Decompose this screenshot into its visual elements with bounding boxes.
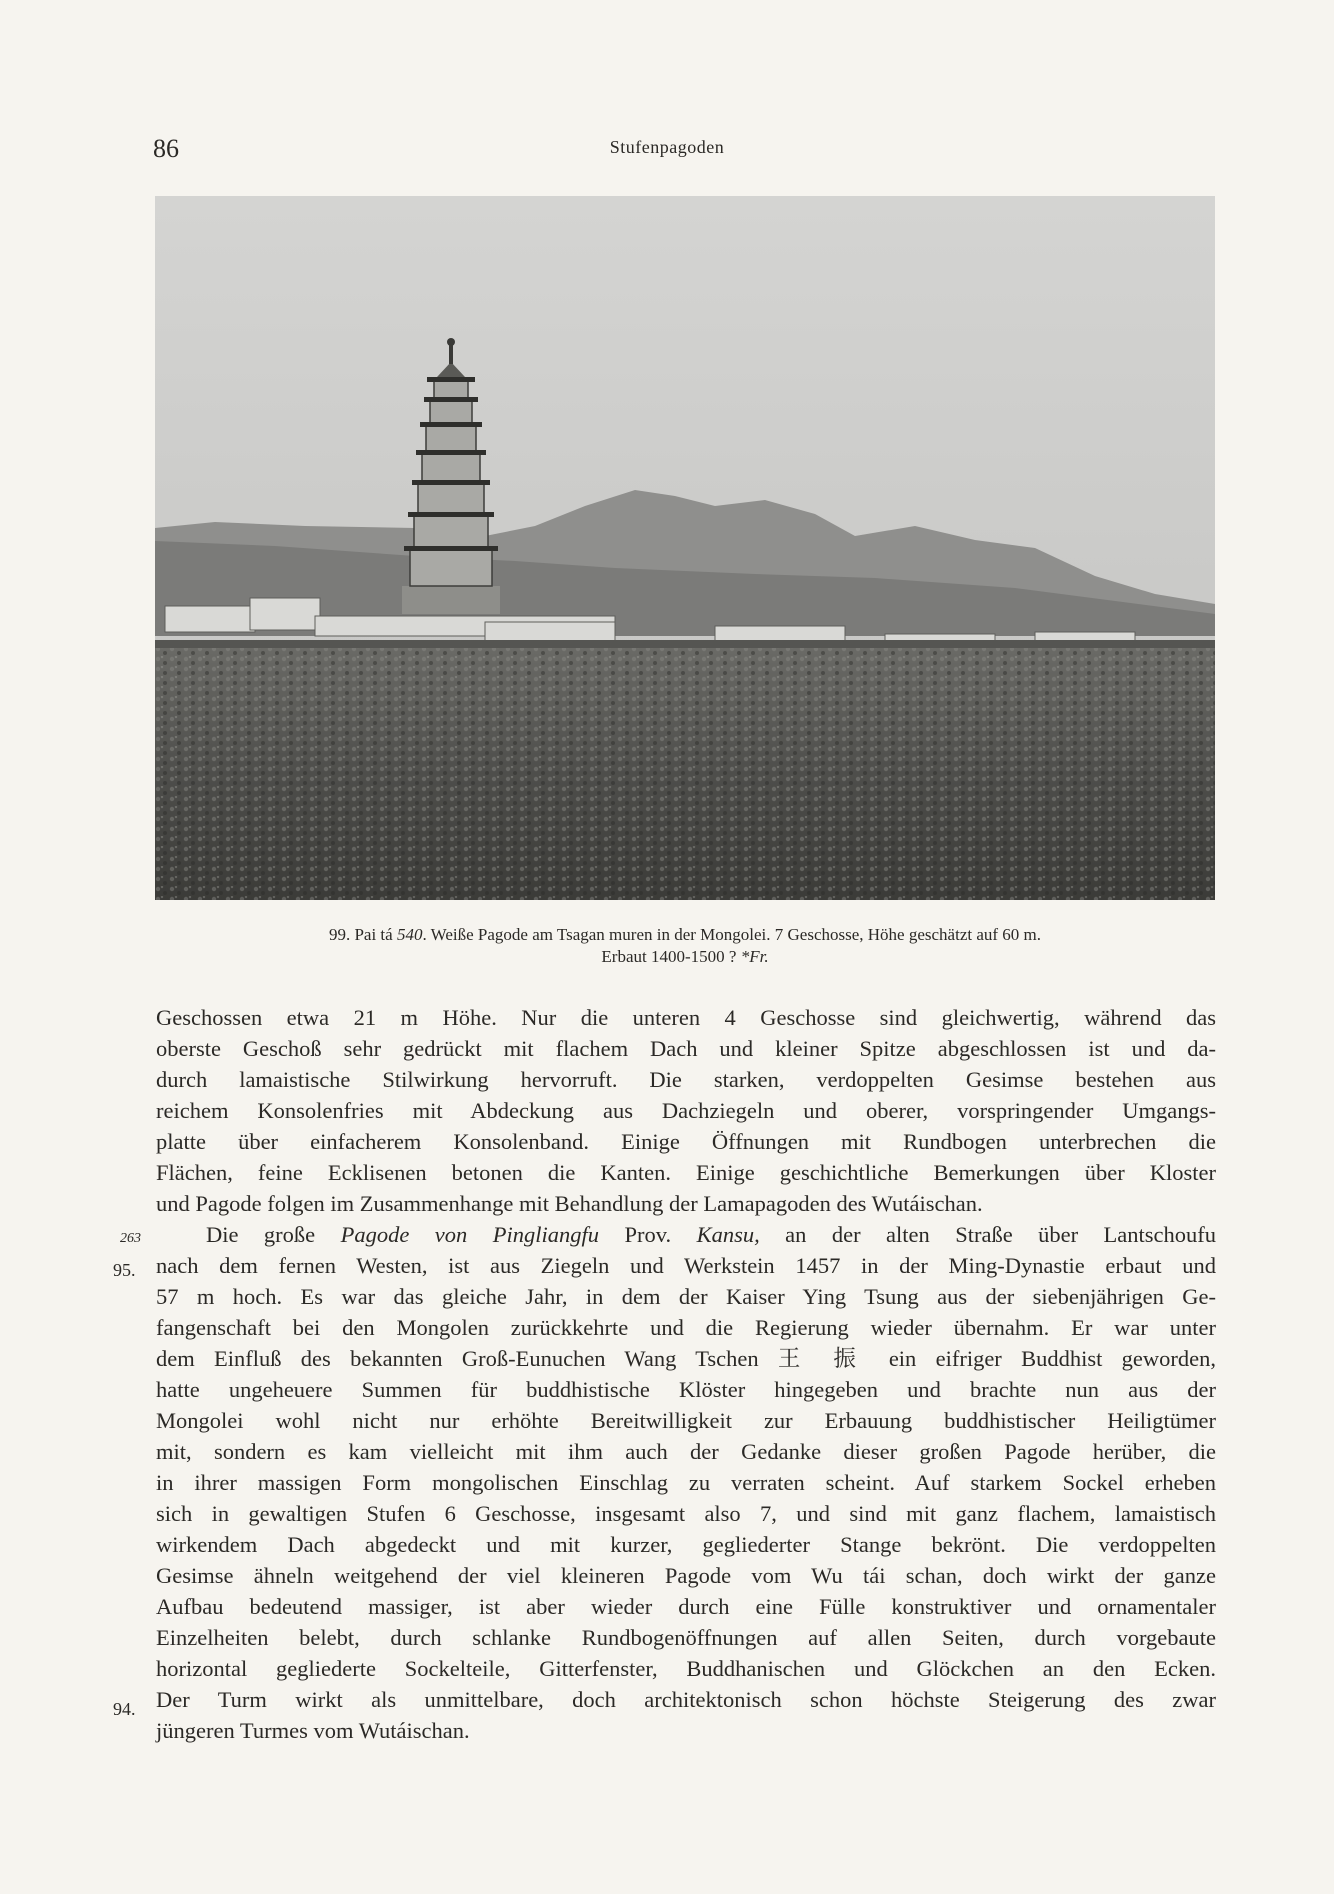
text-line: 57 m hoch. Es war das gleiche Jahr, in dem der Kaiser Ying Tsung aus der siebenjährigen Ge- (156, 1284, 1216, 1309)
text-line: jüngeren Turmes vom Wutáischan. (156, 1718, 470, 1743)
text-line: Flächen, feine Ecklisenen betonen die Kanten. Einige geschichtliche Bemerkungen über Kloster (156, 1160, 1216, 1185)
text-line: oberste Geschoß sehr gedrückt mit flachem Dach und kleiner Spitze abgeschlossen ist und da- (156, 1036, 1216, 1061)
text-line (156, 1219, 1216, 1250)
text-line: Mongolei wohl nicht nur erhöhte Bereitwilligkeit zur Erbauung buddhistischer Heiligtümer (156, 1408, 1216, 1433)
text-line: Einzelheiten belebt, durch schlanke Rundbogenöffnungen auf allen Seiten, durch vorgebaute (156, 1625, 1216, 1650)
caption-line-1 (155, 924, 1215, 946)
text-line: und Pagode folgen im Zusammenhange mit Behandlung der Lamapagoden des Wutáischan. (156, 1191, 983, 1216)
pagoda-photograph (155, 196, 1215, 900)
text-line: sich in gewaltigen Stufen 6 Geschosse, insgesamt also 7, und sind mit ganz flachem, lamaistisch (156, 1501, 1216, 1526)
caption-text: . Weiße Pagode am Tsagan muren in der Mongolei. 7 Geschosse, Höhe geschätzt auf 60 m. (422, 925, 1042, 944)
text-line: Geschossen etwa 21 m Höhe. Nur die unteren 4 Geschosse sind gleichwertig, während das (156, 1005, 1216, 1030)
caption-line-2 (155, 946, 1215, 968)
text-line: dem Einfluß des bekannten Groß-Eunuchen Wang Tschen 王 振 ein eifriger Buddhist geworden, (156, 1346, 1216, 1371)
running-title: Stufenpagoden (609, 137, 725, 157)
text-line: horizontal gegliederte Sockelteile, Gitterfenster, Buddhanischen und Glöckchen an den Ecken. (156, 1656, 1216, 1681)
body-text (156, 1002, 1216, 1746)
text-line: hatte ungeheuere Summen für buddhistische Klöster hingegeben und brachte nun aus der (156, 1377, 1216, 1402)
caption-text: Erbaut 1400-1500 ? (601, 947, 741, 966)
text-line: mit, sondern es kam vielleicht mit ihm auch der Gedanke dieser großen Pagode herüber, die (156, 1439, 1216, 1464)
text-emphasis: Kansu, (696, 1222, 760, 1247)
text-line: Gesimse ähneln weitgehend der viel kleineren Pagode vom Wu tái schan, doch wirkt der ganze (156, 1563, 1216, 1588)
caption-text: 99. Pai tá (328, 925, 397, 944)
text-span: Die große (206, 1222, 341, 1247)
text-line: durch lamaistische Stilwirkung hervorruft. Die starken, verdoppelten Gesimse bestehen aus (156, 1067, 1216, 1092)
photo-illustration (155, 196, 1215, 900)
text-line: wirkendem Dach abgedeckt und mit kurzer, gegliederter Stange bekrönt. Die verdoppelten (156, 1532, 1216, 1557)
text-line: reichem Konsolenfries mit Abdeckung aus Dachziegeln und oberer, vorspringender Umgangs- (156, 1098, 1216, 1123)
margin-reference-95: 95. (113, 1260, 136, 1280)
text-line: Aufbau bedeutend massiger, ist aber wieder durch eine Fülle konstruktiver und ornamentaler (156, 1594, 1216, 1619)
text-span: Prov. (599, 1222, 697, 1247)
text-line: platte über einfacherem Konsolenband. Einige Öffnungen mit Rundbogen unterbrechen die (156, 1129, 1216, 1154)
caption-reference: 540 (396, 925, 423, 944)
text-line: fangenschaft bei den Mongolen zurückkehrte und die Regierung wieder übernahm. Er war unter (156, 1315, 1216, 1340)
figure-caption (155, 924, 1215, 968)
margin-reference-263: 263 (120, 1231, 141, 1246)
caption-credit: *Fr. (740, 947, 769, 966)
text-line: Der Turm wirkt als unmittelbare, doch architektonisch schon höchste Steigerung des zwar (156, 1687, 1216, 1712)
text-emphasis: Pagode von Pingliangfu (340, 1222, 599, 1247)
margin-reference-94: 94. (113, 1699, 136, 1719)
text-line: nach dem fernen Westen, ist aus Ziegeln und Werkstein 1457 in der Ming-Dynastie erbaut und (156, 1253, 1216, 1278)
page-number: 86 (153, 134, 179, 163)
text-span: an der alten Straße über Lantschoufu (759, 1222, 1217, 1247)
text-line: in ihrer massigen Form mongolischen Einschlag zu verraten scheint. Auf starkem Sockel erheben (156, 1470, 1216, 1495)
